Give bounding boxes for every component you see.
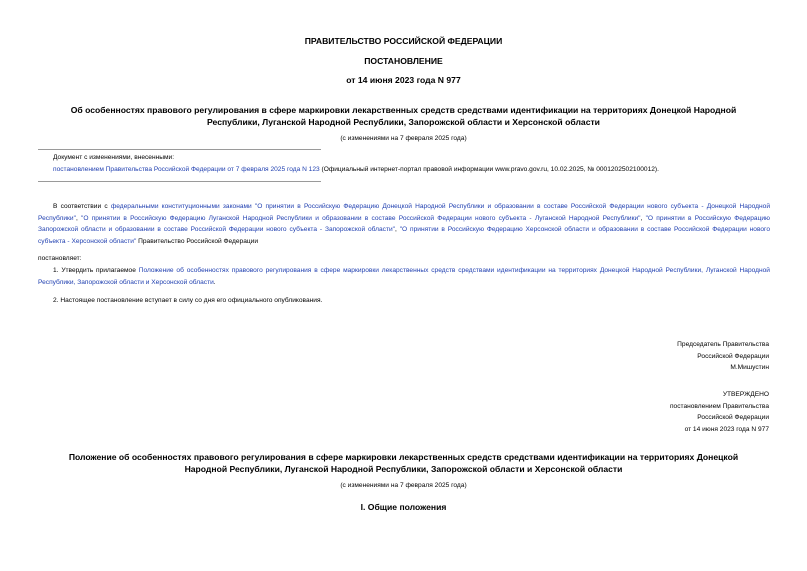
item-1-lead: 1. Утвердить прилагаемое — [53, 267, 139, 274]
approval-heading: УТВЕРЖДЕНО — [722, 391, 769, 398]
regulation-title — [30, 451, 777, 475]
item-2-paragraph — [38, 295, 770, 307]
approval-line: Российской Федерации — [697, 414, 769, 421]
change-note-source: (Официальный интернет-портал правовой информации www.pravo.gov.ru, 10.02.2025, № 0001202502100012). — [319, 166, 659, 173]
approval-line: постановлением Правительства — [669, 402, 769, 410]
separator: , — [640, 214, 646, 222]
regulation-link[interactable]: Положение об особенностях правового регулирования в сфере маркировки лекарственных средств средствами идентификации на территориях Донецкой Народной Республики, Луганской Народной Республики, Запорожской области и Херсонской области — [38, 267, 770, 286]
regulation-title-line: Народной Республики, Луганской Народной Республики, Запорожской области и Херсонской области — [184, 464, 623, 474]
change-note — [53, 152, 798, 176]
regulation-title-line: Положение об особенностях правового регулирования в сфере маркировки лекарственных средств средствами идентификации на территориях Донецкой — [68, 452, 739, 462]
section-heading: I. Общие положения — [360, 502, 447, 512]
document-title-line: Об особенностях правового регулирования в сфере маркировки лекарственных средств средствами идентификации на территориях Донецкой Народной — [70, 105, 737, 115]
doc-date-number: от 14 июня 2023 года N 977 — [346, 75, 461, 85]
preamble-tail: Правительство Российской Федерации — [136, 237, 259, 245]
item-1-paragraph — [38, 265, 770, 288]
preamble-paragraph — [38, 201, 770, 247]
separator: , — [75, 214, 81, 222]
amendment-note: (с изменениями на 7 февраля 2025 года) — [340, 135, 467, 142]
signature-name: М.Мишустин — [730, 364, 769, 371]
federal-law-link-lnr[interactable]: "О принятии в Российскую Федерацию Луганской Народной Республики и образовании в составе Российской Федерации нового субъекта - Луганской Народной Республики" — [81, 214, 641, 222]
preamble-lead: В соответствии с — [53, 203, 111, 210]
regulation-amendment-note: (с изменениями на 7 февраля 2025 года) — [340, 482, 467, 489]
separator: , — [395, 226, 400, 233]
government-heading: ПРАВИТЕЛЬСТВО РОССИЙСКОЙ ФЕДЕРАЦИИ — [304, 36, 503, 46]
resolves-label: постановляет: — [38, 255, 82, 262]
federal-law-link-kherson[interactable]: "О принятии в Российскую Федерацию Херсонской области и образовании в составе Российской Федерации нового субъекта - Херсонской области" — [38, 226, 770, 245]
federal-law-link-dnr[interactable]: федеральными конституционными законами "О принятии в Российскую Федерацию Донецкой Народной Республики и образовании в составе Российской Федерации нового субъекта - Донецкой Народной Республики" — [38, 203, 770, 222]
document-title-line: Республики, Луганской Народной Республики, Запорожской области и Херсонской области — [207, 117, 600, 127]
item-1-tail: . — [213, 278, 216, 286]
item-2-text: 2. Настоящее постановление вступает в силу со дня его официального опубликования. — [53, 297, 323, 304]
doc-type-heading: ПОСТАНОВЛЕНИЕ — [364, 56, 443, 66]
amending-resolution-link[interactable]: постановлением Правительства Российской Федерации от 7 февраля 2025 года N 123 — [53, 166, 320, 173]
document-title — [30, 104, 777, 128]
divider — [38, 181, 321, 182]
signature-title: Председатель Правительства — [677, 341, 769, 348]
change-note-body — [53, 164, 798, 176]
divider — [38, 149, 321, 150]
approval-block — [670, 389, 769, 435]
change-note-heading: Документ с изменениями, внесенными: — [53, 154, 175, 161]
approval-line: от 14 июня 2023 года N 977 — [684, 425, 769, 433]
federal-law-link-zaporozhye[interactable]: "О принятии в Российскую Федерацию Запорожской области и образовании в составе Российской Федерации нового субъекта - Запорожской области" — [38, 214, 770, 233]
signature-block — [677, 339, 769, 374]
signature-title: Российской Федерации — [697, 352, 769, 360]
